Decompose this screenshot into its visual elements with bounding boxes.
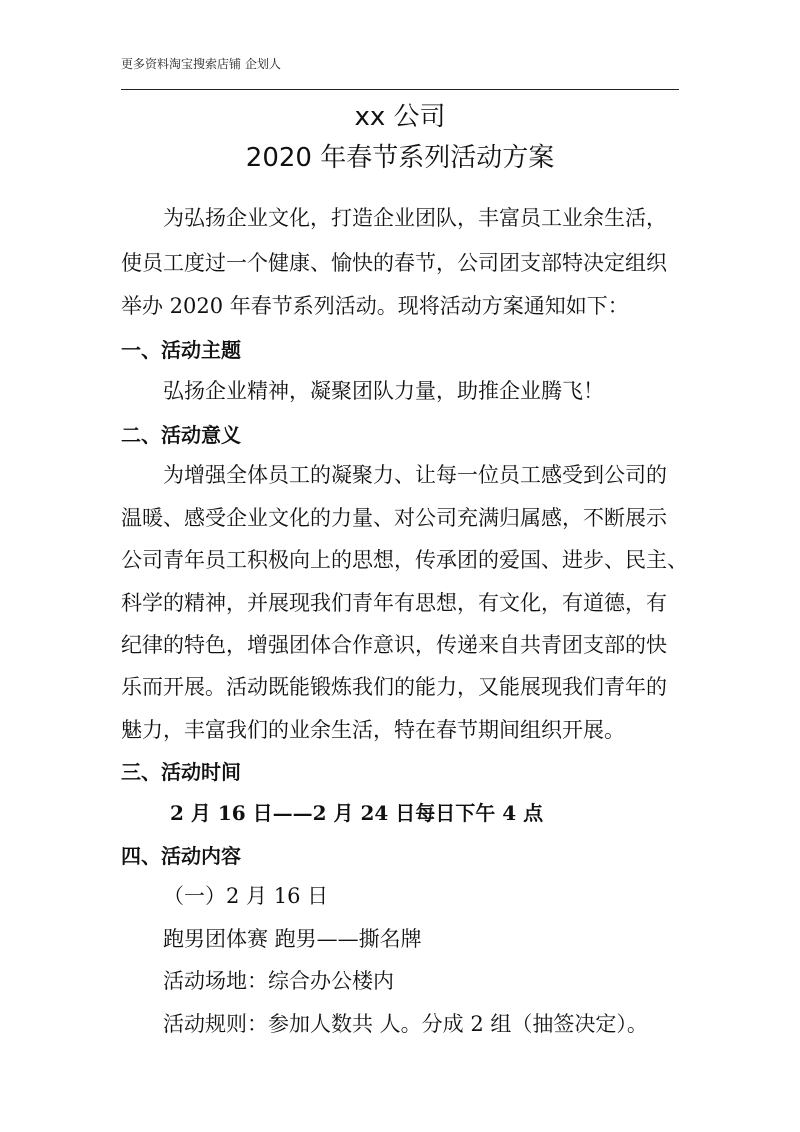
meaning-line: 为增强全体员工的凝聚力、让每一位员工感受到公司的 [163,463,667,487]
intro-line: 使员工度过一个健康、愉快的春节，公司团支部特决定组织 [121,251,667,275]
document-title-line-1: xx 公司 [354,102,446,132]
meaning-line: 纪律的特色，增强团体合作意识，传递来自共青团支部的快 [121,633,667,657]
intro-line: 举办 2020 年春节系列活动。现将活动方案通知如下： [121,294,629,318]
section-heading-theme: 一、活动主题 [121,338,241,362]
meaning-line: 魅力，丰富我们的业余生活，特在春节期间组织开展。 [121,718,625,742]
header-note: 更多资料淘宝搜索店铺 企划人 [121,57,281,71]
content-line: 活动规则：参加人数共 人。分成 2 组（抽签决定）。 [163,1012,648,1036]
theme-line: 弘扬企业精神，凝聚团队力量，助推企业腾飞！ [163,379,604,403]
intro-line: 为弘扬企业文化，打造企业团队，丰富员工业余生活， [163,206,667,230]
content-line: 跑男团体赛 跑男——撕名牌 [163,927,422,951]
meaning-line: 乐而开展。活动既能锻炼我们的能力，又能展现我们青年的 [121,675,667,699]
document-title-line-2: 2020 年春节系列活动方案 [245,143,555,173]
content-line: （一）2 月 16 日 [163,884,329,908]
header-divider [121,89,679,90]
section-heading-time: 三、活动时间 [121,760,241,784]
time-line: 2 月 16 日——2 月 24 日每日下午 4 点 [170,801,544,825]
content-line: 活动场地：综合办公楼内 [163,969,394,993]
section-heading-content: 四、活动内容 [121,844,241,868]
meaning-line: 科学的精神，并展现我们青年有思想，有文化，有道德，有 [121,591,667,615]
section-heading-meaning: 二、活动意义 [121,423,241,447]
meaning-line: 温暖、感受企业文化的力量、对公司充满归属感，不断展示 [121,506,667,530]
meaning-line: 公司青年员工积极向上的思想，传承团的爱国、进步、民主、 [121,548,688,572]
